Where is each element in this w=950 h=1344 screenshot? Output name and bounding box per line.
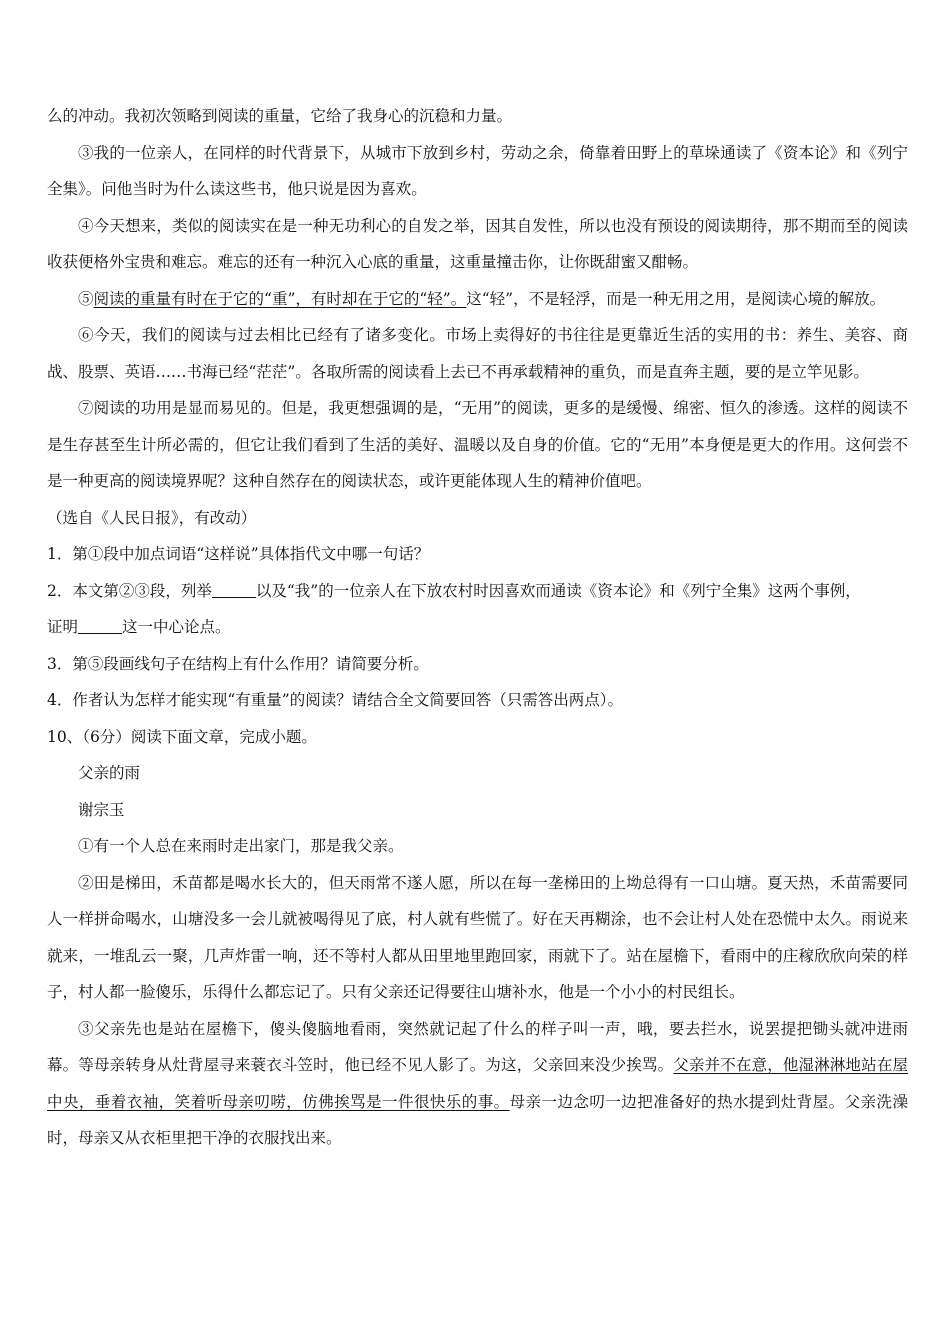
question-2-part-c: 证明 — [47, 618, 79, 636]
answer-blank — [212, 596, 256, 598]
question-2-part-a: 2．本文第②③段，列举 — [47, 581, 212, 600]
article-title: 父亲的雨 — [78, 764, 141, 782]
underlined-sentence: 阅读的重量有时在于它的“重”，有时却在于它的“轻”。 — [93, 289, 467, 308]
paragraph-6: ⑥今天，我们的阅读与过去相比已经有了诸多变化。市场上卖得好的书往往是更靠近生活的实用的书：养生、美容、商战、股票、英语……书海已经“茫茫”。各取所需的阅读看上去已不再承载精神的重负，而是直奔主题，要的是立竿见影。 — [47, 326, 908, 381]
article-paragraph-3-a: ③父亲先也是站在屋檐下，傻头傻脑地看雨，突然就记起了什么的样子叫一声，哦，要去拦水，说罢提把锄头就冲进雨幕。等母亲转身从灶背屋寻来蓑衣斗笠时，他已经不见人影了。为这，父亲回来没少挨骂。 — [47, 1019, 908, 1074]
question-3: 3．第⑤段画线句子在结构上有什么作用？请简要分析。 — [47, 654, 429, 673]
question-4: 4．作者认为怎样才能实现“有重量”的阅读？请结合全文简要回答（只需答出两点）。 — [47, 691, 623, 709]
paragraph-5-number: ⑤ — [78, 289, 94, 308]
question-2-line-2 — [47, 609, 908, 646]
section-10-heading: 10、（6分）阅读下面文章，完成小题。 — [47, 727, 317, 746]
underlined-sentence: 父亲并不在意，他湿淋淋地站在屋中央，垂着衣袖，笑着听母亲叨唠，仿佛挨骂是一件很快乐的事。 — [47, 1056, 908, 1111]
paragraph-4: ④今天想来，类似的阅读实在是一种无功利心的自发之举，因其自发性，所以也没有预设的阅读期待，那不期而至的阅读收获便格外宝贵和难忘。难忘的还有一种沉入心底的重量，这重量撞击你，让你既甜蜜又酣畅。 — [47, 216, 908, 271]
paragraph-7: ⑦阅读的功用是显而易见的。但是，我更想强调的是，“无用”的阅读，更多的是缓慢、绵密、恒久的渗透。这样的阅读不是生存甚至生计所必需的，但它让我们看到了生活的美好、温暖以及自身的价值。它的“无用”本身便是更大的作用。这何尝不是一种更高的阅读境界呢？这种自然存在的阅读状态，或许更能体现人生的精神价值吧。 — [47, 399, 908, 490]
article-paragraph-1: ①有一个人总在来雨时走出家门，那是我父亲。 — [78, 837, 404, 855]
paragraph-5-rest: 这“轻”，不是轻浮，而是一种无用之用，是阅读心境的解放。 — [466, 289, 886, 308]
question-2-part-b: 以及“我”的一位亲人在下放农村时因喜欢而通读《资本论》和《列宁全集》这两个事例， — [255, 581, 861, 600]
paragraph-continuation: 么的冲动。我初次领略到阅读的重量，它给了我身心的沉稳和力量。 — [47, 107, 513, 125]
article-author: 谢宗玉 — [78, 800, 125, 819]
question-2-line-1 — [47, 573, 908, 610]
source-note: （选自《人民日报》，有改动） — [47, 508, 257, 527]
answer-blank — [78, 632, 122, 634]
paragraph-5 — [47, 281, 908, 318]
article-paragraph-3-b: 母亲一边念叨一边把准备好的热水提到灶背屋。父亲洗澡时，母亲又从衣柜里把干净的衣服找出来。 — [47, 1092, 908, 1147]
paragraph-3: ③我的一位亲人，在同样的时代背景下，从城市下放到乡村，劳动之余，倚靠着田野上的草垛通读了《资本论》和《列宁全集》。问他当时为什么读这些书，他只说是因为喜欢。 — [47, 143, 908, 198]
article-paragraph-3 — [47, 1011, 908, 1157]
article-paragraph-2: ②田是梯田，禾苗都是喝水长大的，但天雨常不遂人愿，所以在每一垄梯田的上坳总得有一口山塘。夏天热，禾苗需要同人一样拼命喝水，山塘没多一会儿就被喝得见了底，村人就有些慌了。好在天再糊涂，也不会让村人处在恐慌中太久。雨说来就来，一堆乱云一聚，几声炸雷一响，还不等村人都从田里地里跑回家，雨就下了。站在屋檐下，看雨中的庄稼欣欣向荣的样子，村人都一脸傻乐，乐得什么都忘记了。只有父亲还记得要往山塘补水，他是一个小小的村民组长。 — [47, 873, 908, 1001]
question-2-part-d: 这一中心论点。 — [122, 618, 231, 636]
question-1: 1．第①段中加点词语“这样说”具体指代文中哪一句话？ — [47, 545, 430, 563]
